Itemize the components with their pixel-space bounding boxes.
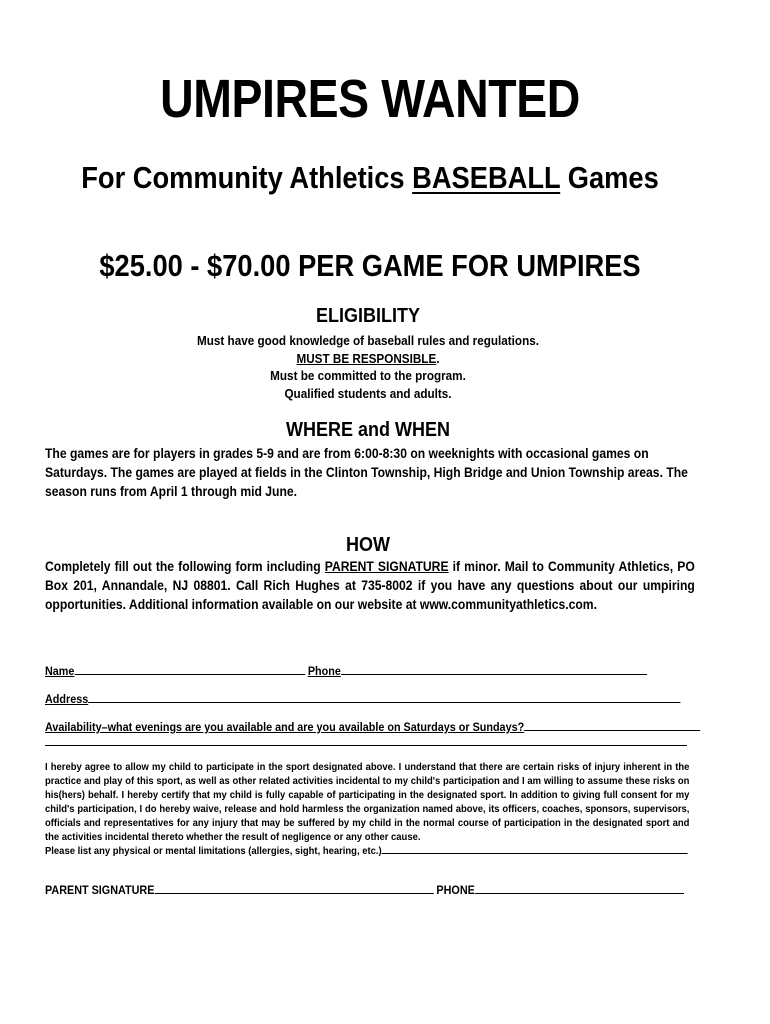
- availability-field[interactable]: [524, 719, 700, 731]
- name-label: Name: [45, 664, 75, 678]
- availability-row: [45, 719, 701, 734]
- pay-rate: $25.00 - $70.00 PER GAME FOR UMPIRES: [99, 248, 641, 283]
- eligibility-line: Qualified students and adults.: [284, 385, 452, 401]
- availability-extra-line[interactable]: [45, 745, 687, 746]
- signature-row: [45, 882, 684, 897]
- subtitle-suffix: Games: [560, 160, 659, 195]
- how-heading: HOW: [345, 534, 390, 556]
- availability-label: Availability–what evenings are you available and are you available on Saturdays or Sundays?: [45, 720, 525, 734]
- name-field[interactable]: [74, 663, 304, 675]
- eligibility-line: Must be committed to the program.: [270, 368, 466, 383]
- phone-field[interactable]: [341, 663, 647, 675]
- limitations-field[interactable]: [382, 843, 688, 854]
- page-title: UMPIRES WANTED: [160, 69, 580, 129]
- where-when-heading: WHERE and WHEN: [286, 419, 450, 441]
- parent-signature-field[interactable]: [154, 882, 433, 894]
- eligibility-list: [0, 332, 736, 402]
- address-row: [45, 691, 680, 706]
- parent-signature-label: PARENT SIGNATURE: [45, 883, 155, 897]
- page-subtitle: [44, 160, 695, 196]
- limitations-row: [45, 843, 688, 857]
- eligibility-line: Must have good knowledge of baseball rules and regulations.: [197, 333, 539, 348]
- subtitle-prefix: For Community Athletics: [81, 160, 413, 195]
- limitations-label: Please list any physical or mental limitations (allergies, sight, hearing, etc.): [45, 845, 382, 857]
- how-text: [45, 557, 695, 614]
- responsible-text: MUST BE RESPONSIBLE: [296, 350, 437, 366]
- signature-phone-field[interactable]: [475, 882, 684, 894]
- name-phone-row: [45, 663, 647, 678]
- responsible-period: .: [436, 350, 440, 366]
- parent-signature-emphasis: PARENT SIGNATURE: [324, 559, 449, 574]
- eligibility-line: [37, 350, 699, 368]
- subtitle-sport: BASEBALL: [412, 160, 561, 195]
- address-field[interactable]: [88, 691, 680, 703]
- phone-label: Phone: [307, 664, 341, 678]
- address-label: Address: [45, 692, 89, 706]
- signature-phone-label: PHONE: [436, 883, 475, 897]
- eligibility-heading: ELIGIBILITY: [315, 305, 421, 327]
- how-text-start: Completely fill out the following form including: [45, 559, 325, 574]
- where-when-text: The games are for players in grades 5-9 and are from 6:00-8:30 on weeknights with occasional games on Saturdays. The games are played at fields in the Clinton Township, High Bridge and Union Township areas. The season runs from April 1 through mid June.: [45, 446, 688, 499]
- how-text-end: if minor. Mail to Community Athletics, PO Box 201, Annandale, NJ 08801. Call Rich Hughes at 735-8002 if you have any questions about our umpiring opportunities. Additional information available on our website at www.communityathletics.com.: [45, 559, 695, 612]
- waiver-text: I hereby agree to allow my child to participate in the sport designated above. I understand that there are certain risks of injury inherent in the practice and play of this sport, as well as other related activities incidental to my child's participation and I am willing to assume these risks on his(hers) behalf. I hereby certify that my child is fully capable of participating in the designated sport. In addition to giving full consent for my child's participation, I do hereby waive, release and hold harmless the organization named above, its officers, coaches, sponsors, supervisors, officials and representatives for any injury that may be suffered by my child in the normal course of participation in the designated sport and the activities incidental thereto whether the result of negligence or any other cause.: [45, 761, 690, 843]
